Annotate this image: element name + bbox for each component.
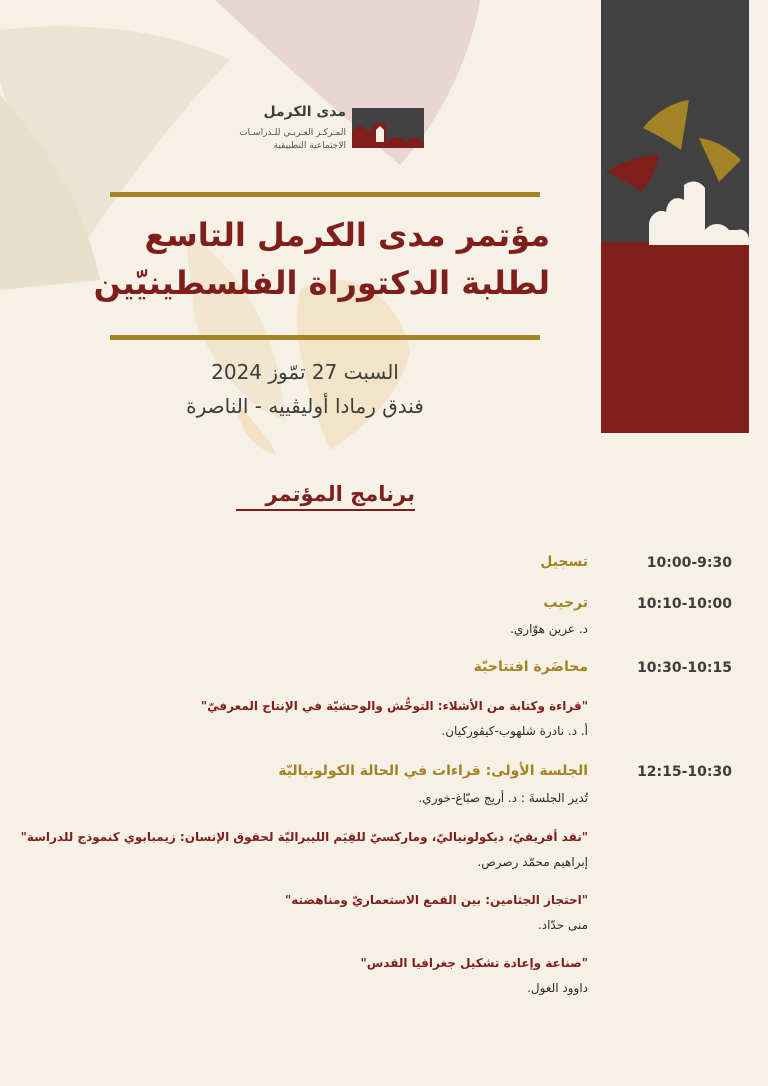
logo-subtitle-line2: الاجتماعية التطبيقية bbox=[273, 141, 346, 151]
schedule-time: 10:10-10:00 bbox=[637, 596, 732, 612]
top-gold-rule bbox=[110, 192, 540, 197]
event-date: السبت 27 تمّوز 2024 bbox=[211, 360, 399, 384]
talk-title: "صناعة وإعادة تشكيل جغرافيا القدس" bbox=[360, 956, 588, 970]
session-chair: تُدير الجلسةَ : د. أريج صبّاغ-خوري. bbox=[418, 791, 588, 805]
conference-title-line1: مؤتمر مدى الكرمل التاسع bbox=[144, 216, 550, 254]
talk-title: "قراءة وكتابة من الأشلاء: التوحُّش والوحشيّة في الإنتاج المعرفيّ" bbox=[200, 699, 588, 713]
speaker-name: إبراهيم محمّد رصرص. bbox=[477, 855, 588, 869]
schedule-label: ترحيب bbox=[543, 595, 588, 611]
talk-title: "احتجاز الجثامين: بين القمع الاستعماريّ ومناهضته" bbox=[284, 893, 588, 907]
conference-title-line2: لطلبة الدكتوراة الفلسطينيّين bbox=[93, 264, 550, 302]
speaker-name: داوود الغول. bbox=[527, 981, 588, 995]
schedule-label: محاضَرة افتتاحيّة bbox=[473, 659, 588, 675]
session-title: الجلسة الأولى: قراءات في الحالة الكولونياليّة bbox=[278, 763, 588, 779]
speaker-name: أ. د. نادرة شلهوب-كيڤوركيان. bbox=[441, 724, 588, 738]
program-heading: برنامج المؤتمر bbox=[265, 482, 415, 506]
program-heading-underline bbox=[236, 509, 415, 511]
logo-icon bbox=[352, 108, 424, 148]
logo-name: مدى الكرمل bbox=[263, 104, 346, 120]
logo-subtitle-line1: المـركـز العـربـي للـدراسـات bbox=[239, 128, 346, 138]
schedule-time: 10:30-10:15 bbox=[637, 660, 732, 676]
schedule-label: تسجيل bbox=[540, 554, 588, 570]
schedule-time: 10:00-9:30 bbox=[646, 555, 732, 571]
event-venue: فندق رمادا أوليڤييه - الناصرة bbox=[186, 394, 424, 418]
decorative-side-panel bbox=[601, 0, 749, 433]
talk-title: "نقد أفريقيّ، ديكولونياليّ، وماركسيّ للقِيَم الليبراليّة لحقوق الإنسان: زيمبابوي كنموذج للدراسة" bbox=[20, 830, 588, 844]
schedule-time: 12:15-10:30 bbox=[637, 764, 732, 780]
speaker-name: منى حدّاد. bbox=[537, 918, 588, 932]
bottom-gold-rule bbox=[110, 335, 540, 340]
speaker-name: د. عرين هوّاري. bbox=[510, 622, 588, 636]
